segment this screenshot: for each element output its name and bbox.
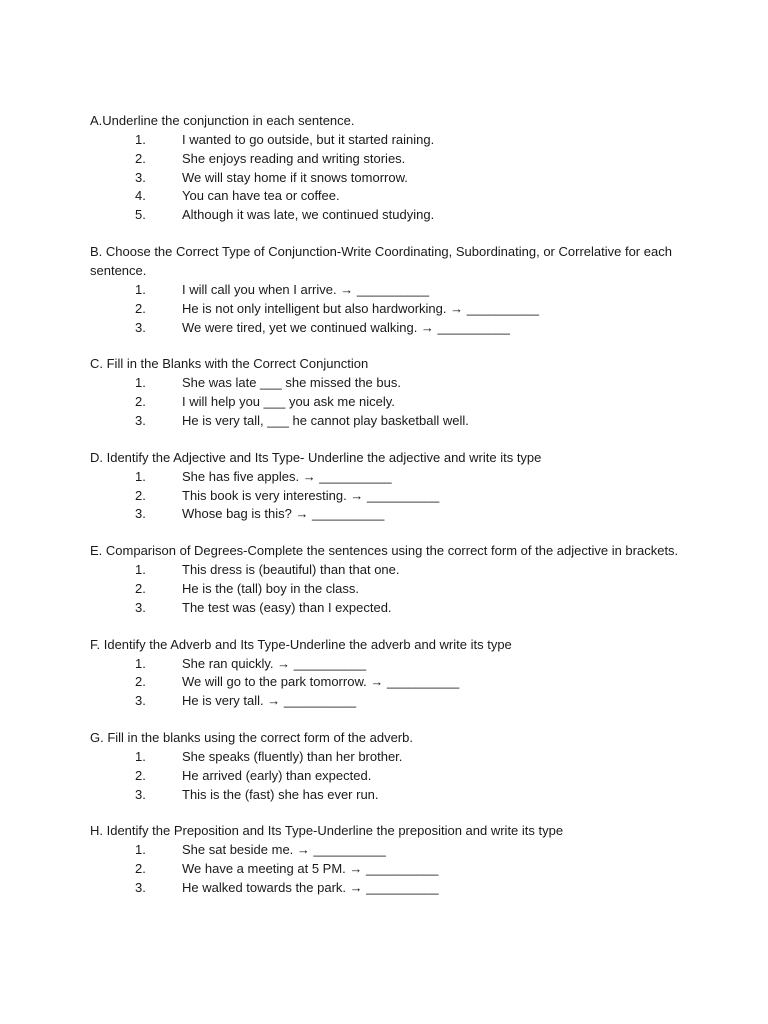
- question-text: He is the (tall) boy in the class.: [182, 580, 360, 596]
- question-text: Although it was late, we continued studying.: [182, 207, 435, 223]
- question-text: She speaks (fluently) than her brother.: [182, 748, 403, 764]
- question-number: 2.: [135, 150, 146, 166]
- section-d: [90, 448, 690, 523]
- question-number: 1.: [135, 375, 146, 391]
- question-number: 1.: [135, 468, 146, 484]
- question-text: I wanted to go outside, but it started raining.: [182, 132, 435, 147]
- question-item: [90, 130, 690, 149]
- question-list: [90, 280, 690, 336]
- question-item: [90, 747, 690, 766]
- question-text: Whose bag is this? → __________: [182, 506, 385, 522]
- section-e: [90, 541, 690, 616]
- section-heading: E. Comparison of Degrees-Complete the sentences using the correct form of the adjective in brackets.: [90, 543, 679, 559]
- question-number: 3.: [135, 169, 146, 185]
- question-list: [90, 373, 690, 429]
- question-item: [90, 579, 690, 598]
- question-item: [90, 186, 690, 205]
- section-heading: D. Identify the Adjective and Its Type- Underline the adjective and write its type: [90, 449, 542, 465]
- question-item: [90, 691, 690, 710]
- question-number: 4.: [135, 188, 146, 204]
- question-text: We have a meeting at 5 PM. → __________: [182, 861, 439, 877]
- question-number: 1.: [135, 281, 146, 297]
- section-heading: B. Choose the Correct Type of Conjunction-Write Coordinating, Subordinating, or Correlative for each sentence.: [90, 243, 672, 278]
- question-text: We will stay home if it snows tomorrow.: [182, 169, 408, 185]
- question-list: [90, 467, 690, 523]
- section-h: [90, 821, 690, 896]
- question-item: [90, 280, 690, 299]
- question-number: 1.: [135, 655, 146, 671]
- question-number: 2.: [135, 767, 146, 783]
- question-text: The test was (easy) than I expected.: [182, 599, 392, 615]
- question-item: [90, 411, 690, 430]
- question-item: [90, 560, 690, 579]
- question-item: [90, 766, 690, 785]
- worksheet: [90, 111, 690, 915]
- question-text: She sat beside me. → __________: [182, 842, 386, 858]
- section-g: [90, 728, 690, 803]
- question-item: [90, 840, 690, 859]
- question-text: He is very tall. → __________: [182, 693, 357, 709]
- question-text: He walked towards the park. → __________: [182, 879, 439, 895]
- question-item: [90, 859, 690, 878]
- question-text: This is the (fast) she has ever run.: [182, 786, 379, 802]
- question-list: [90, 747, 690, 803]
- question-number: 2.: [135, 580, 146, 596]
- question-item: [90, 486, 690, 505]
- question-number: 3.: [135, 599, 146, 615]
- question-number: 2.: [135, 674, 146, 690]
- section-heading: H. Identify the Preposition and Its Type-Underline the preposition and write its type: [90, 823, 564, 839]
- section-a: [90, 111, 690, 224]
- question-number: 3.: [135, 786, 146, 802]
- question-item: [90, 373, 690, 392]
- question-text: She enjoys reading and writing stories.: [182, 150, 406, 166]
- section-heading: C. Fill in the Blanks with the Correct Conjunction: [90, 356, 369, 372]
- question-text: This dress is (beautiful) than that one.: [182, 562, 400, 578]
- question-item: [90, 149, 690, 168]
- question-number: 3.: [135, 879, 146, 895]
- section-heading: F. Identify the Adverb and Its Type-Underline the adverb and write its type: [90, 636, 512, 652]
- question-number: 3.: [135, 693, 146, 709]
- question-item: [90, 299, 690, 318]
- question-text: This book is very interesting. → __________: [182, 487, 440, 503]
- question-item: [90, 205, 690, 224]
- question-number: 1.: [135, 132, 146, 147]
- question-text: We will go to the park tomorrow. → __________: [182, 674, 460, 690]
- section-f: [90, 635, 690, 710]
- section-heading: A.Underline the conjunction in each sentence.: [90, 113, 355, 128]
- question-item: [90, 392, 690, 411]
- question-list: [90, 654, 690, 710]
- question-text: She ran quickly. → __________: [182, 655, 367, 671]
- question-list: [90, 560, 690, 616]
- question-text: We were tired, yet we continued walking. → __________: [182, 319, 510, 335]
- section-heading: G. Fill in the blanks using the correct form of the adverb.: [90, 729, 413, 745]
- question-text: You can have tea or coffee.: [182, 188, 340, 204]
- question-text: I will help you ___ you ask me nicely.: [182, 394, 395, 410]
- question-text: She has five apples. → __________: [182, 468, 392, 484]
- question-number: 1.: [135, 562, 146, 578]
- question-number: 5.: [135, 207, 146, 223]
- section-b: [90, 242, 690, 336]
- question-item: [90, 878, 690, 897]
- question-item: [90, 654, 690, 673]
- question-number: 2.: [135, 300, 146, 316]
- question-text: She was late ___ she missed the bus.: [182, 375, 401, 391]
- question-number: 2.: [135, 487, 146, 503]
- question-number: 2.: [135, 394, 146, 410]
- question-text: He arrived (early) than expected.: [182, 767, 372, 783]
- question-item: [90, 318, 690, 337]
- question-item: [90, 168, 690, 187]
- question-item: [90, 598, 690, 617]
- question-list: [90, 840, 690, 896]
- question-list: [90, 130, 690, 224]
- question-number: 3.: [135, 319, 146, 335]
- question-item: [90, 467, 690, 486]
- question-number: 1.: [135, 748, 146, 764]
- question-number: 3.: [135, 412, 146, 428]
- question-item: [90, 504, 690, 523]
- section-c: [90, 354, 690, 429]
- question-item: [90, 672, 690, 691]
- question-text: He is not only intelligent but also hardworking. → __________: [182, 300, 540, 316]
- question-number: 3.: [135, 506, 146, 522]
- question-number: 1.: [135, 842, 146, 858]
- question-text: He is very tall, ___ he cannot play basketball well.: [182, 412, 469, 428]
- question-text: I will call you when I arrive. → __________: [182, 281, 430, 297]
- question-item: [90, 785, 690, 804]
- question-number: 2.: [135, 861, 146, 877]
